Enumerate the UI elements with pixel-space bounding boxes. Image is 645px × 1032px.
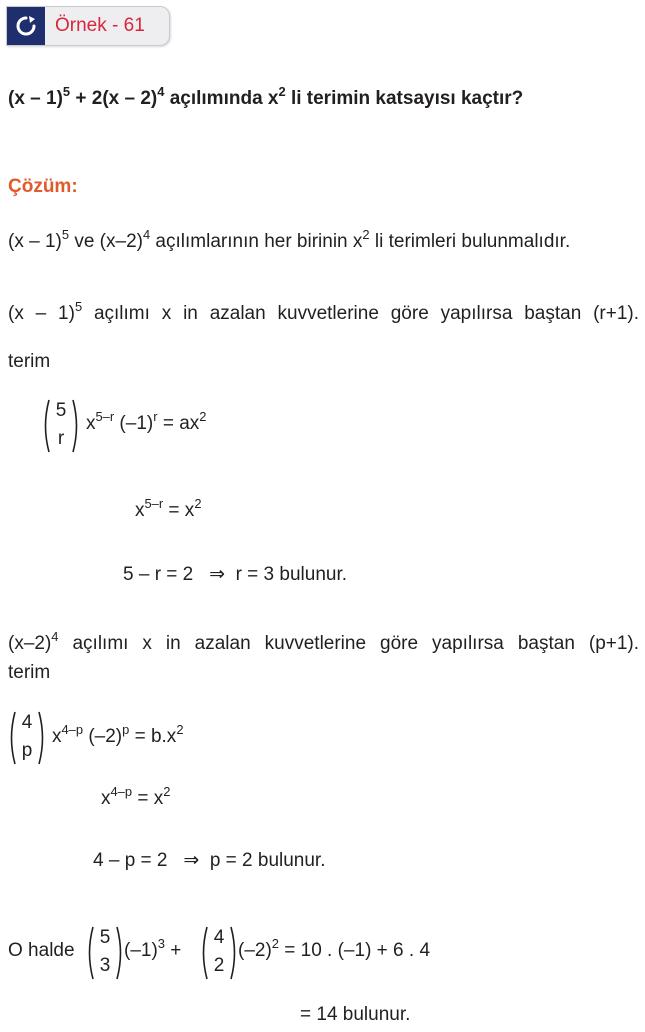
badge-icon-box (7, 7, 45, 45)
binomial-top: 5 (55, 400, 67, 421)
binomial-bottom: r (57, 428, 65, 449)
expansion-line-1-tail: terim (8, 351, 51, 372)
binomial-top: 4 (213, 927, 225, 948)
binomial-4-p (6, 710, 48, 766)
binomial-5-r (40, 398, 82, 454)
exponent-equation-2: $x^{4-p} = x^2$ (101, 784, 171, 809)
final-term-2: $(-2)^2 = 10$ . (–1) + 6 . 4 (238, 936, 431, 961)
r-solution: 5 – r = 2 ⇒ r = 3 bulunur. (123, 564, 348, 585)
general-term-equation-2: $x^{4-p}$ $(-2)^p = b.x^2$ (52, 722, 184, 747)
binomial-top: 4 (21, 712, 33, 733)
refresh-icon (15, 15, 37, 37)
question-text: (x – 1)$^5$ + 2(x – 2)$^4$ açılımında $x^2$ li terimin katsayısı kaçtır? (8, 84, 524, 109)
binomial-bottom: 2 (213, 955, 225, 976)
final-result: = 14 bulunur. (300, 1004, 411, 1025)
binomial-4-2 (198, 925, 240, 981)
intro-line: (x – 1)$^5$ ve $(x-2)^4$ açılımlarının her birinin $x^2$ li terimleri bulunmalıdır. (8, 227, 571, 252)
binomial-5-3 (84, 925, 126, 981)
expansion-line-1: (x – 1)$^5$ açılımı x in azalan kuvvetlerine göre yapılırsa baştan (r+1). (8, 299, 640, 324)
p-solution: 4 – p = 2 ⇒ p = 2 bulunur. (93, 850, 326, 871)
general-term-equation-1: $x^{5-r}$ $(-1)^r = ax^2$ (86, 409, 207, 434)
binomial-top: 5 (99, 927, 111, 948)
binomial-bottom: p (21, 740, 33, 761)
exponent-equation-1: $x^{5-r} = x^2$ (135, 496, 202, 521)
example-badge (6, 6, 170, 46)
final-term-1: $(-1)^3$ + (124, 936, 182, 961)
example-label: Örnek - 61 (55, 15, 145, 36)
expansion-line-2-tail: terim (8, 662, 51, 683)
final-prefix: O halde (8, 940, 75, 961)
solution-title: Çözüm: (8, 176, 78, 197)
binomial-bottom: 3 (99, 955, 111, 976)
expansion-line-2: $(x-2)^4$ açılımı x in azalan kuvvetlerine göre yapılırsa baştan (p+1). (8, 629, 640, 654)
